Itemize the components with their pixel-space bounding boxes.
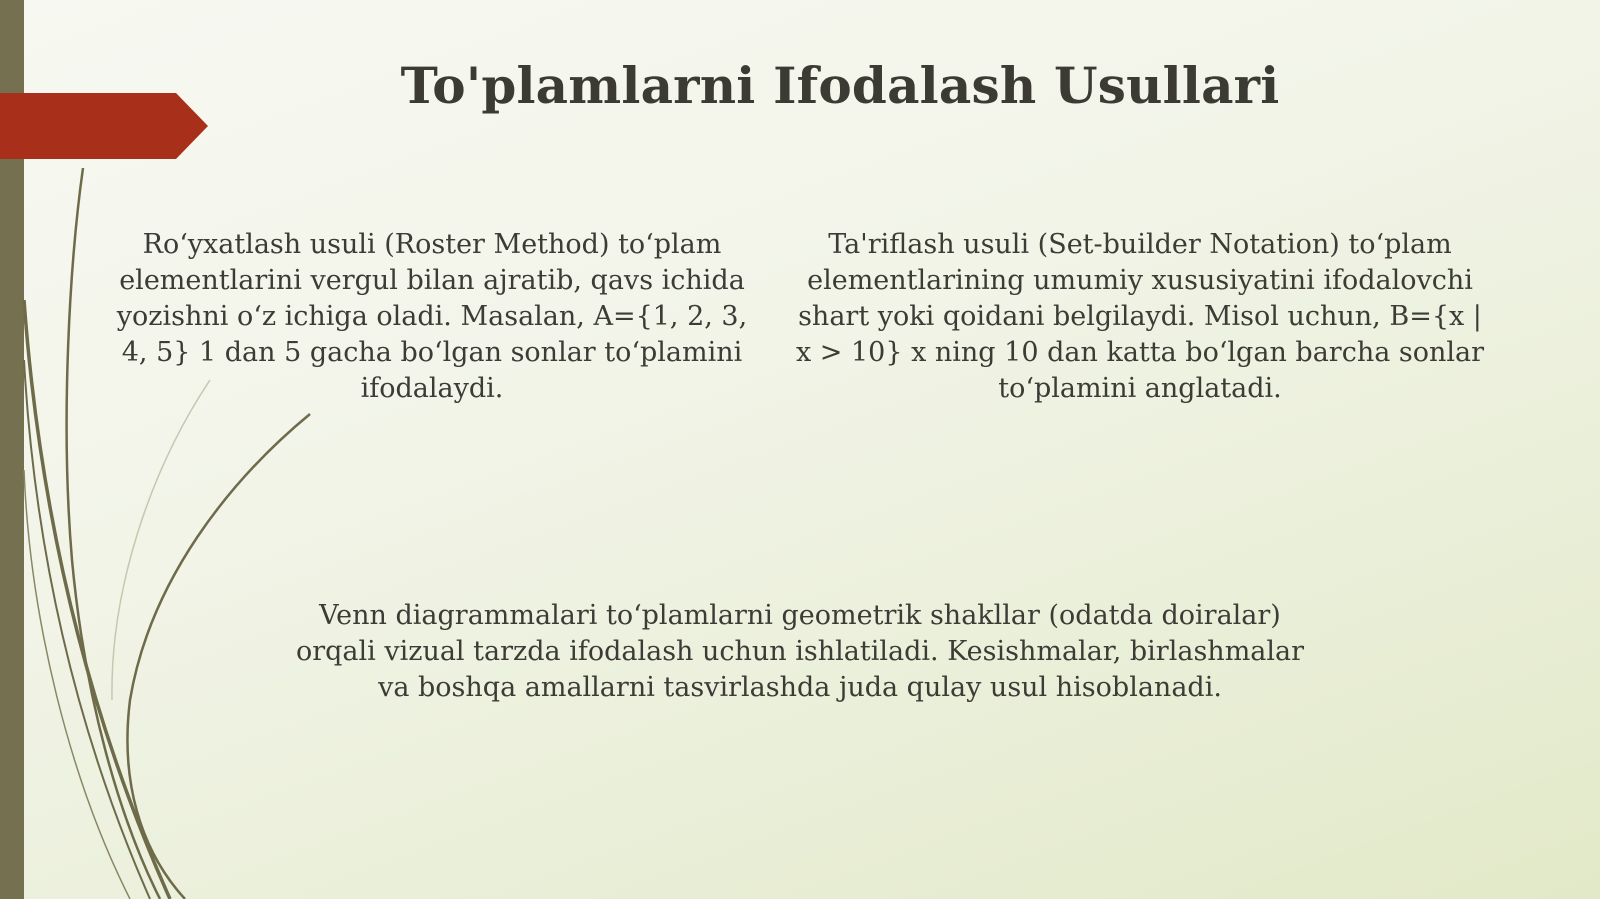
swoosh-line-5 (24, 470, 130, 899)
decorative-curves (0, 0, 420, 899)
set-builder-text: Ta'riflash usuli (Set-builder Notation) to‘plam elementlarining umumiy xususiyatini ifodalovchi shart yoki qoidani belgilaydi. Misol uchun, B={x | x > 10} x ning 10 dan katta bo‘lgan barcha sonlar to‘plamini anglatadi. (795, 229, 1485, 404)
red-arrow-banner (0, 93, 208, 159)
slide-title: To'plamlarni Ifodalash Usullari (400, 56, 1280, 115)
venn-diagram-text: Venn diagrammalari to‘plamlarni geometrik shakllar (odatda doiralar) orqali vizual tarzda ifodalash uchun ishlatiladi. Kesishmalar, birlashmalar va boshqa amallarni tasvirlashda juda qulay usul hisoblanadi. (295, 600, 1305, 703)
roster-method-text: Ro‘yxatlash usuli (Roster Method) to‘plam elementlarini vergul bilan ajratib, qavs ichida yozishni o‘z ichiga oladi. Masalan, A={1, 2, 3, 4, 5} 1 dan 5 gacha bo‘lgan sonlar to‘plamini ifodalaydi. (116, 229, 748, 404)
